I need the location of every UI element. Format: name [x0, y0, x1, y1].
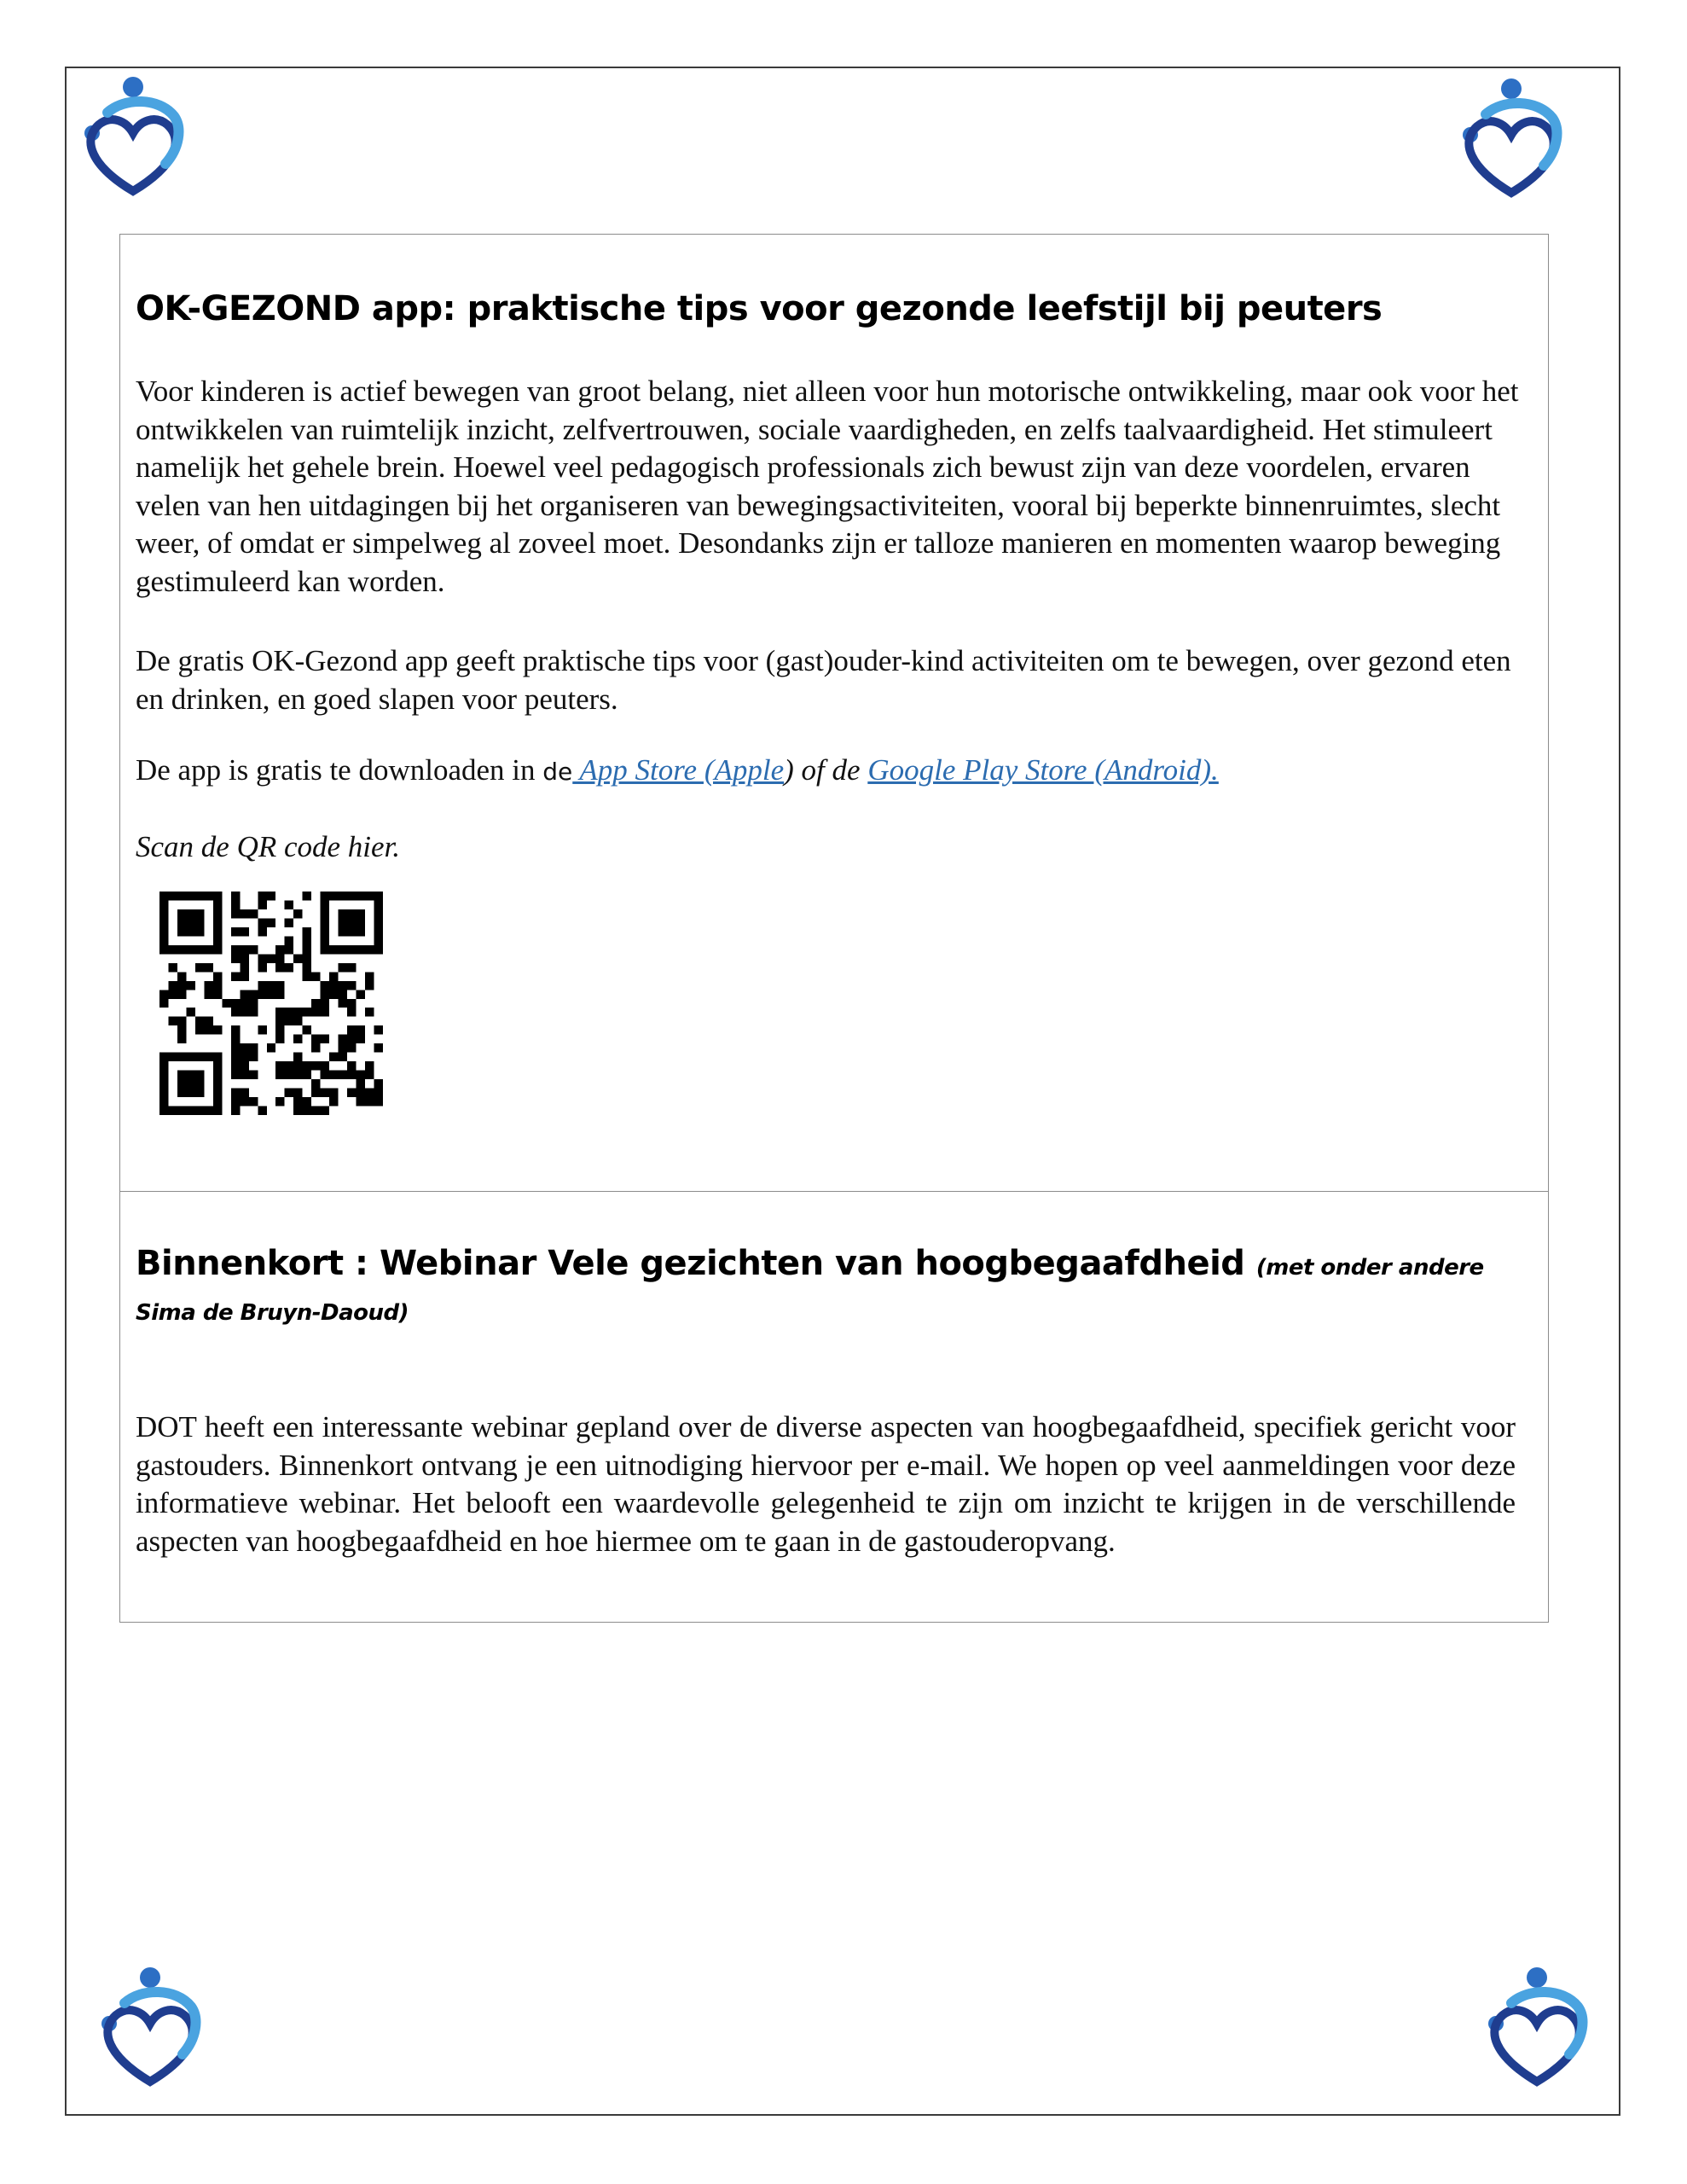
webinar-title-note: (met onder andere Sima de Bruyn-Daoud)	[136, 1255, 1484, 1326]
content-box	[119, 234, 1549, 1623]
close-paren: )	[784, 753, 802, 787]
qr-code-icon[interactable]	[159, 892, 383, 1115]
section-one-paragraph-2: De gratis OK-Gezond app geeft praktische tips voor (gast)ouder-kind activiteiten om te bewegen, over gezond eten en drinken, en goed slapen voor peuters.	[136, 644, 1511, 716]
heart-figure-icon	[73, 72, 193, 200]
section-two-title	[136, 1243, 1534, 1333]
app-store-link[interactable]: App Store (Apple	[572, 753, 785, 787]
heart-figure-icon	[1477, 1962, 1597, 2090]
play-store-link[interactable]: Google Play Store (Android).	[867, 753, 1219, 787]
download-prefix: De app is gratis te downloaden in	[136, 753, 543, 787]
heart-figure-icon	[1452, 73, 1571, 201]
of-de-text: of de	[801, 753, 868, 787]
download-line	[136, 752, 1219, 792]
section-one-title: OK-GEZOND app: praktische tips voor gezonde leefstijl bij peuters	[136, 289, 1383, 328]
webinar-title: Binnenkort : Webinar Vele gezichten van hoogbegaafdheid	[136, 1244, 1256, 1283]
section-one-paragraph-1: Voor kinderen is actief bewegen van groot belang, niet alleen voor hun motorische ontwikkeling, maar ook voor het ontwikkelen van ruimtelijk inzicht, zelfvertrouwen, sociale vaardigheden, en zelfs taalvaardigheid. Het stimuleert namelijk het gehele brein. Hoewel veel pedagogisch professionals zich bewust zijn van deze voordelen, ervaren velen van hen uitdagingen bij het organiseren van bewegingsactiviteiten, vooral bij beperkte binnenruimtes, slecht weer, of omdat er simpelweg al zoveel moet. Desondanks zijn er talloze manieren en momenten waarop beweging gestimuleerd kan worden.	[136, 375, 1519, 598]
heart-figure-icon	[90, 1962, 210, 2090]
section-webinar	[120, 1192, 1548, 1622]
qr-caption: Scan de QR code hier.	[136, 830, 401, 863]
section-two-paragraph: DOT heeft een interessante webinar gepland over de diverse aspecten van hoogbegaafdheid, specifiek gericht voor gastouders. Binnenkort ontvang je een uitnodiging hiervoor per e-mail. We hopen op veel aanmeldingen voor deze informatieve webinar. Het belooft een waardevolle gelegenheid te zijn om inzicht te krijgen in de verschillende aspecten van hoogbegaafdheid en hoe hiermee om te gaan in de gastouderopvang.	[136, 1410, 1516, 1558]
download-de: de	[542, 758, 573, 786]
section-ok-gezond	[120, 235, 1548, 1192]
